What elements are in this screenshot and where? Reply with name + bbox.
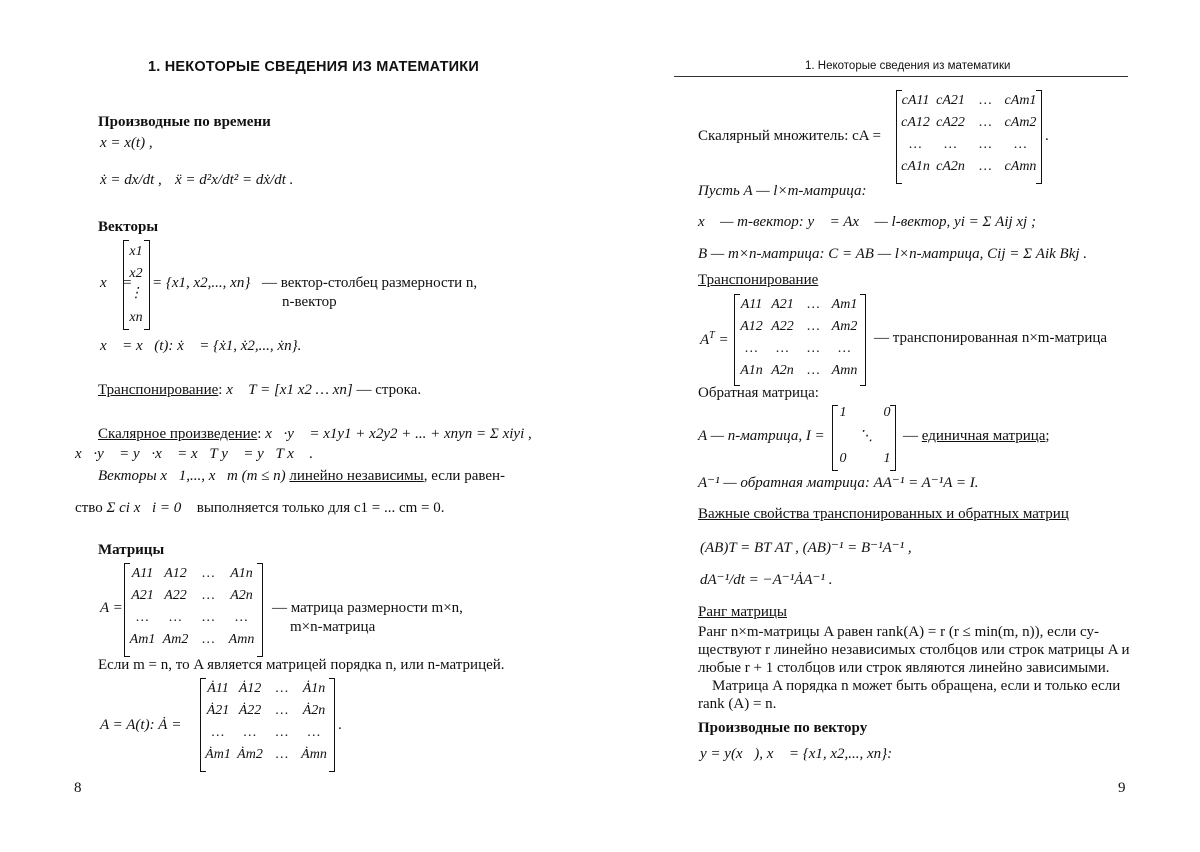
period: . xyxy=(1045,128,1049,144)
matrix-cell: A11 xyxy=(740,297,763,312)
matrix-cell: A2n xyxy=(771,363,794,378)
matrix-cell: A12 xyxy=(164,566,187,581)
identity-cell: ⋱ xyxy=(859,429,873,444)
identity-punct: ; xyxy=(1045,428,1050,444)
matrix-cell: … xyxy=(979,93,992,108)
independence-term: линейно независимы xyxy=(289,468,424,484)
matrix-cell: … xyxy=(979,137,992,152)
matrix-cell: Ȧ21 xyxy=(206,703,230,718)
matrix-cell: A11 xyxy=(131,566,154,581)
matrix-cell: … xyxy=(202,632,215,647)
matrix-cell: … xyxy=(807,297,820,312)
independence-tail: , если равен- xyxy=(423,468,506,484)
matrix-cell: … xyxy=(838,341,851,356)
rank-text: любые r + 1 столбцов или строк являются линейно зависимыми. xyxy=(698,660,1110,676)
matrix-cell: Am1 xyxy=(831,297,858,312)
matrix-cell: … xyxy=(136,610,149,625)
transpose-symbol: $A^T$ = xyxy=(700,330,729,348)
derivatives-heading: Производные по времени xyxy=(98,114,271,130)
matrix-cell: … xyxy=(944,137,957,152)
matrix-cell: cA22 xyxy=(936,115,965,130)
scalar-product-commutative: x⃗·y⃗ = y⃗·x⃗ = x⃗T y⃗ = y⃗T x⃗ . xyxy=(75,446,314,462)
matrix-cell: Ȧ11 xyxy=(207,681,229,696)
matrix-cell: … xyxy=(745,341,758,356)
identity-cell: 0 xyxy=(839,451,847,466)
matrix-cell: … xyxy=(979,159,992,174)
rank-heading: Ранг матрицы xyxy=(698,604,787,620)
matrix-cell: … xyxy=(1014,137,1027,152)
matrix-cell: … xyxy=(307,725,321,740)
running-head: 1. Некоторые сведения из математики xyxy=(805,60,1011,72)
rank-text: ществуют r линейно независимых столбцов или строк матрицы A и xyxy=(698,642,1130,658)
matrix-cell: … xyxy=(275,725,289,740)
matrix-cell: … xyxy=(807,319,820,334)
transpose-line: Транспонирование: x⃗ T = [x1 x2 … xn] — строка. xyxy=(98,382,422,398)
transpose-formula: x⃗ T = [x1 x2 … xn] xyxy=(226,382,353,398)
transpose-label: Транспонирование xyxy=(98,382,219,398)
matrix-cell: A22 xyxy=(164,588,187,603)
matrix-cell: … xyxy=(211,725,225,740)
matrix-cell: Ȧm2 xyxy=(237,747,263,762)
matrix-cell: A12 xyxy=(740,319,763,334)
header-rule xyxy=(674,76,1128,77)
matrix-cell: Amn xyxy=(228,632,255,647)
identity-cell: 1 xyxy=(883,451,891,466)
matrix-cell: Ȧ12 xyxy=(238,681,262,696)
matrix-desc: — матрица размерности m×n, xyxy=(272,600,463,616)
matrix-cell: Ȧm1 xyxy=(205,747,231,762)
matrix-cell: … xyxy=(169,610,182,625)
matrix-cell: Amn xyxy=(831,363,858,378)
vector-desc-2: n-вектор xyxy=(282,294,337,310)
matrix-cell: cAmn xyxy=(1004,159,1037,174)
independence-condition: выполняется только для c1 = ... cm = 0. xyxy=(196,500,445,516)
matrix-cell: A22 xyxy=(771,319,794,334)
transpose-heading: Транспонирование xyxy=(698,272,819,288)
page-number-left: 8 xyxy=(74,780,82,796)
matrix-cell: … xyxy=(275,681,289,696)
matrix-cell: … xyxy=(807,363,820,378)
inverse-heading: Обратная матрица: xyxy=(698,385,819,401)
matrix-cell: A1n xyxy=(740,363,763,378)
rank-text: Ранг n×m-матрицы A равен rank(A) = r (r ≤ min(m, n)), если су- xyxy=(698,624,1099,640)
product-matrix: B — m×n-матрица: C = AB — l×n-матрица, Cij = Σ Aik Bkj . xyxy=(698,246,1088,262)
period: . xyxy=(338,717,342,733)
vector-symbol: x⃗ = xyxy=(100,275,133,291)
independence-line xyxy=(98,468,505,485)
vector-set: = {x1, x2,..., xn} xyxy=(152,275,251,291)
rank-text: Матрица A порядка n может быть обращена, если и только если xyxy=(712,678,1121,694)
matrix-cell: cAm2 xyxy=(1004,115,1037,130)
column-entry: x1 xyxy=(129,244,143,259)
identity-label: A — n-матрица, I = xyxy=(698,428,825,444)
matrix-cell: … xyxy=(909,137,922,152)
matrix-symbol: A = xyxy=(100,600,123,616)
properties-line-1: (AB)T = BT AT , (AB)⁻¹ = B⁻¹A⁻¹ , xyxy=(700,540,912,556)
second-derivative: ẍ = d²x/dt² = dẋ/dt . xyxy=(175,172,294,188)
matrix-cell: A1n xyxy=(230,566,253,581)
matrix-cell: cAm1 xyxy=(1004,93,1037,108)
identity-dash: — xyxy=(903,428,918,444)
chapter-title: 1. НЕКОТОРЫЕ СВЕДЕНИЯ ИЗ МАТЕМАТИКИ xyxy=(148,59,479,75)
column-entry: ⋮ xyxy=(129,286,143,301)
independence-word: ство xyxy=(75,500,103,516)
matrix-cell: cA11 xyxy=(901,93,930,108)
vectors-heading: Векторы xyxy=(98,219,159,235)
matrix-cell: … xyxy=(979,115,992,130)
vector-desc: — вектор-столбец размерности n, xyxy=(262,275,478,291)
matrix-cell: … xyxy=(235,610,248,625)
identity-cell: 0 xyxy=(883,405,891,420)
matrix-cell: … xyxy=(807,341,820,356)
matrix-cell: … xyxy=(202,610,215,625)
product-let: Пусть A — l×m-матрица: xyxy=(698,183,867,199)
matrix-cell: Ȧ22 xyxy=(238,703,262,718)
scalar-product-formula: x⃗·y⃗ = x1y1 + x2y2 + ... + xnyn = Σ xiyi , xyxy=(265,426,532,442)
independence-sum: Σ ci x⃗i = 0⃗ xyxy=(106,500,193,516)
transpose-desc: — транспонированная n×m-матрица xyxy=(874,330,1108,346)
vector-derivative: x⃗ = x⃗(t): ẋ⃗ = {ẋ1, ẋ2,..., ẋn}. xyxy=(100,338,302,354)
identity-term: единичная матрица xyxy=(921,428,1046,444)
transpose-right-bracket xyxy=(860,294,866,386)
matrix-cell: Ȧmn xyxy=(301,747,327,762)
matrix-cell: Am2 xyxy=(831,319,858,334)
properties-line-2: dA⁻¹/dt = −A⁻¹ȦA⁻¹ . xyxy=(700,572,833,588)
matrices-heading: Матрицы xyxy=(98,542,165,558)
matrix-cell: A2n xyxy=(230,588,253,603)
identity-desc xyxy=(903,428,1050,445)
matrix-cell: cA2n xyxy=(936,159,965,174)
matrix-cell: Ȧ1n xyxy=(302,681,326,696)
matrix-cell: … xyxy=(202,588,215,603)
scalar-product-line: Скалярное произведение: x⃗·y⃗ = x1y1 + x2y2 + ... + xnyn = Σ xiyi , xyxy=(98,426,532,442)
matrix-cell: … xyxy=(243,725,257,740)
matrix-cell: … xyxy=(776,341,789,356)
matrix-cell: … xyxy=(202,566,215,581)
square-matrix-note: Если m = n, то A является матрицей порядка n, или n-матрицей. xyxy=(98,657,505,673)
matrix-desc-2: m×n-матрица xyxy=(290,619,376,635)
matrix-cell: … xyxy=(275,747,289,762)
column-entry: x2 xyxy=(129,266,143,281)
scalar-mult-label: Скалярный множитель: cA = xyxy=(698,128,881,144)
vector-derivatives-def: y = y(x⃗), x⃗ = {x1, x2,..., xn}: xyxy=(700,746,893,762)
matrix-cell: A21 xyxy=(131,588,154,603)
matrix-cell: A21 xyxy=(771,297,794,312)
matrix-cell: … xyxy=(275,703,289,718)
matrix-cell: cA12 xyxy=(901,115,930,130)
page-number-right: 9 xyxy=(1118,780,1126,796)
derivative-def: x = x(t) , xyxy=(100,135,153,151)
matrix-derivative-label: A = A(t): Ȧ = xyxy=(100,717,182,733)
scalar-product-label: Скалярное произведение xyxy=(98,426,258,442)
transpose-suffix: — строка. xyxy=(356,382,422,398)
column-entry: xn xyxy=(129,310,143,325)
identity-cell: 1 xyxy=(839,405,847,420)
matrix-cell: Ȧ2n xyxy=(302,703,326,718)
matrix-cell: Am1 xyxy=(129,632,156,647)
independence-vectors: Векторы x⃗1,..., x⃗m (m ≤ n) xyxy=(98,468,286,484)
matrix-cell: Am2 xyxy=(162,632,189,647)
right-page xyxy=(600,0,1200,852)
properties-heading: Важные свойства транспонированных и обратных матриц xyxy=(698,506,1069,522)
matrix-cell: cA21 xyxy=(936,93,965,108)
product-vector: x⃗ — m-вектор: y⃗ = Ax⃗ — l-вектор, yi = Σ Aij xj ; xyxy=(698,214,1036,230)
independence-line-2 xyxy=(75,500,445,517)
vector-derivatives-heading: Производные по вектору xyxy=(698,720,868,736)
first-derivative: ẋ = dx/dt , xyxy=(100,172,162,188)
inverse-definition: A⁻¹ — обратная матрица: AA⁻¹ = A⁻¹A = I. xyxy=(698,475,979,491)
matrix-cell: cA1n xyxy=(901,159,930,174)
rank-text: rank (A) = n. xyxy=(698,696,777,712)
